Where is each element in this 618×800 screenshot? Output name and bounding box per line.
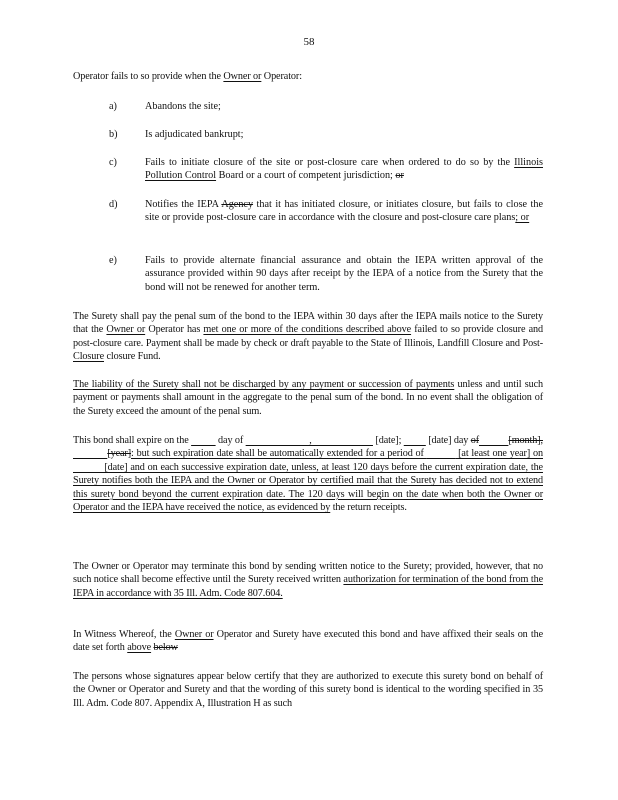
blank-month [479, 435, 508, 446]
witness-inserted-2: above [127, 642, 152, 654]
list-item-letter: d) [109, 199, 118, 210]
surety-text-4: closure Fund. [104, 351, 161, 363]
intro-inserted-text: Owner or [223, 71, 262, 82]
surety-text-1: The Surety shall pay the penal sum of the bond to the IEPA within 30 days after the IEPA mails notice to the Surety that the [73, 311, 543, 336]
expire-deleted-2: [month], [508, 435, 543, 446]
expire-text-3: [date]; [372, 435, 404, 446]
item-c-deleted-text: or [395, 170, 404, 182]
surety-inserted-2: met one or more of the conditions described above [203, 324, 412, 336]
blank-month-year: , [245, 435, 373, 446]
expiration-paragraph [73, 434, 543, 514]
witness-text-1: In Witness Whereof, the [73, 629, 175, 640]
expire-deleted-3: [year] [107, 448, 131, 460]
item-c-text-1: Fails to initiate closure of the site or post-closure care when ordered to do so by the [145, 157, 515, 168]
list-item-text [145, 198, 543, 225]
item-d-inserted-text: ; or [515, 212, 530, 224]
liability-inserted: The liability of the Surety shall not be discharged by any payment or succession of payments [73, 379, 455, 390]
liability-text: unless and until such payment or payments shall amount in the aggregate to the penal sum of the bond. In no event shall the obligation of the Surety exceed the amount of the penal sum. [73, 379, 543, 417]
list-item-letter: b) [109, 129, 118, 140]
blank-period [427, 448, 456, 459]
blank-year [73, 448, 107, 459]
page-number: 58 [303, 36, 315, 48]
list-item-letter: a) [109, 101, 117, 112]
expire-text-2: day of [215, 435, 246, 446]
surety-inserted-3: Closure [73, 351, 104, 363]
surety-text-3: failed to so provide closure and post-closure care. Payment shall be made by check or draft payable to the State of Illinois, Landfill Closure and Post- [73, 324, 543, 349]
item-d-text-1: Notifies the IEPA [145, 199, 222, 210]
item-c-text-2: Board or a court of competent jurisdiction; [216, 170, 396, 182]
witness-deleted: below [153, 642, 178, 654]
witness-text-2: Operator and Surety have executed this bond and have affixed their seals on the date set forth [73, 629, 543, 654]
item-c-inserted-text: Illinois Pollution Control [145, 157, 543, 182]
item-d-text-2: that it has initiated closure, or initiates closure, but fails to close the site or provide post-closure care in accordance with the closure and post-closure care plans [145, 199, 544, 224]
intro-line [73, 70, 543, 83]
terminate-text: The Owner or Operator may terminate this bond by sending written notice to the Surety; provided, however, that no such notice shall become effective until the Surety received written [73, 561, 543, 586]
list-item-text [145, 156, 543, 183]
intro-text-1: Operator fails to so provide when the [73, 71, 224, 82]
item-d-deleted-text: Agency [221, 199, 254, 210]
expire-inserted-3: [date] and on each successive expiration date, unless, at least 120 days before the current expiration date, the Surety notifies both the IEPA and the Owner or Operator by certified mail that the Surety has decided not to extend this surety bond beyond the current expiration date. The 120 days will begin on the date when both the Owner or Operator and the IEPA have received the notice, as evidenced by [73, 461, 543, 514]
expire-text-5: the return receipts. [330, 502, 407, 514]
list-item-letter: e) [109, 255, 117, 266]
liability-paragraph [73, 378, 543, 418]
expire-inserted-2: [at least one year] on [455, 448, 543, 460]
terminate-inserted: authorization for termination of the bond from the IEPA in accordance with 35 Ill. Adm. Code 807.604. [73, 574, 543, 599]
expire-text-1: This bond shall expire on the [73, 435, 192, 446]
expire-deleted-1: of [470, 435, 480, 446]
blank-day [191, 435, 215, 446]
list-item-text: Is adjudicated bankrupt; [145, 129, 244, 140]
list-item-text: Fails to provide alternate financial assurance and obtain the IEPA written approval of the assurance provided within 90 days after receipt by the IEPA of a notice from the Surety that the bond will not be renewed for another term. [145, 255, 543, 293]
surety-inserted-1: Owner or [106, 324, 146, 336]
witness-inserted-1: Owner or [174, 629, 214, 640]
blank-date [404, 435, 426, 446]
certification-paragraph: The persons whose signatures appear below certify that they are authorized to execute this surety bond on behalf of the Owner or Operator and Surety and that the wording of this surety bond is identical to the wording specified in 35 Ill. Adm. Code 807. Appendix A, Illustration H as such [73, 671, 543, 709]
surety-payment-paragraph [73, 310, 543, 364]
list-item-letter: c) [109, 157, 117, 168]
blank-extension-date [73, 462, 102, 473]
termination-paragraph [73, 560, 543, 600]
intro-text-2: Operator: [261, 71, 302, 82]
list-item-text: Abandons the site; [145, 101, 221, 112]
witness-paragraph [73, 628, 543, 655]
expire-text-4: [date] day [425, 435, 471, 446]
expire-inserted-1: : but such expiration date shall be automatically extended for a period of [131, 448, 427, 460]
surety-text-2: Operator has [145, 324, 204, 336]
